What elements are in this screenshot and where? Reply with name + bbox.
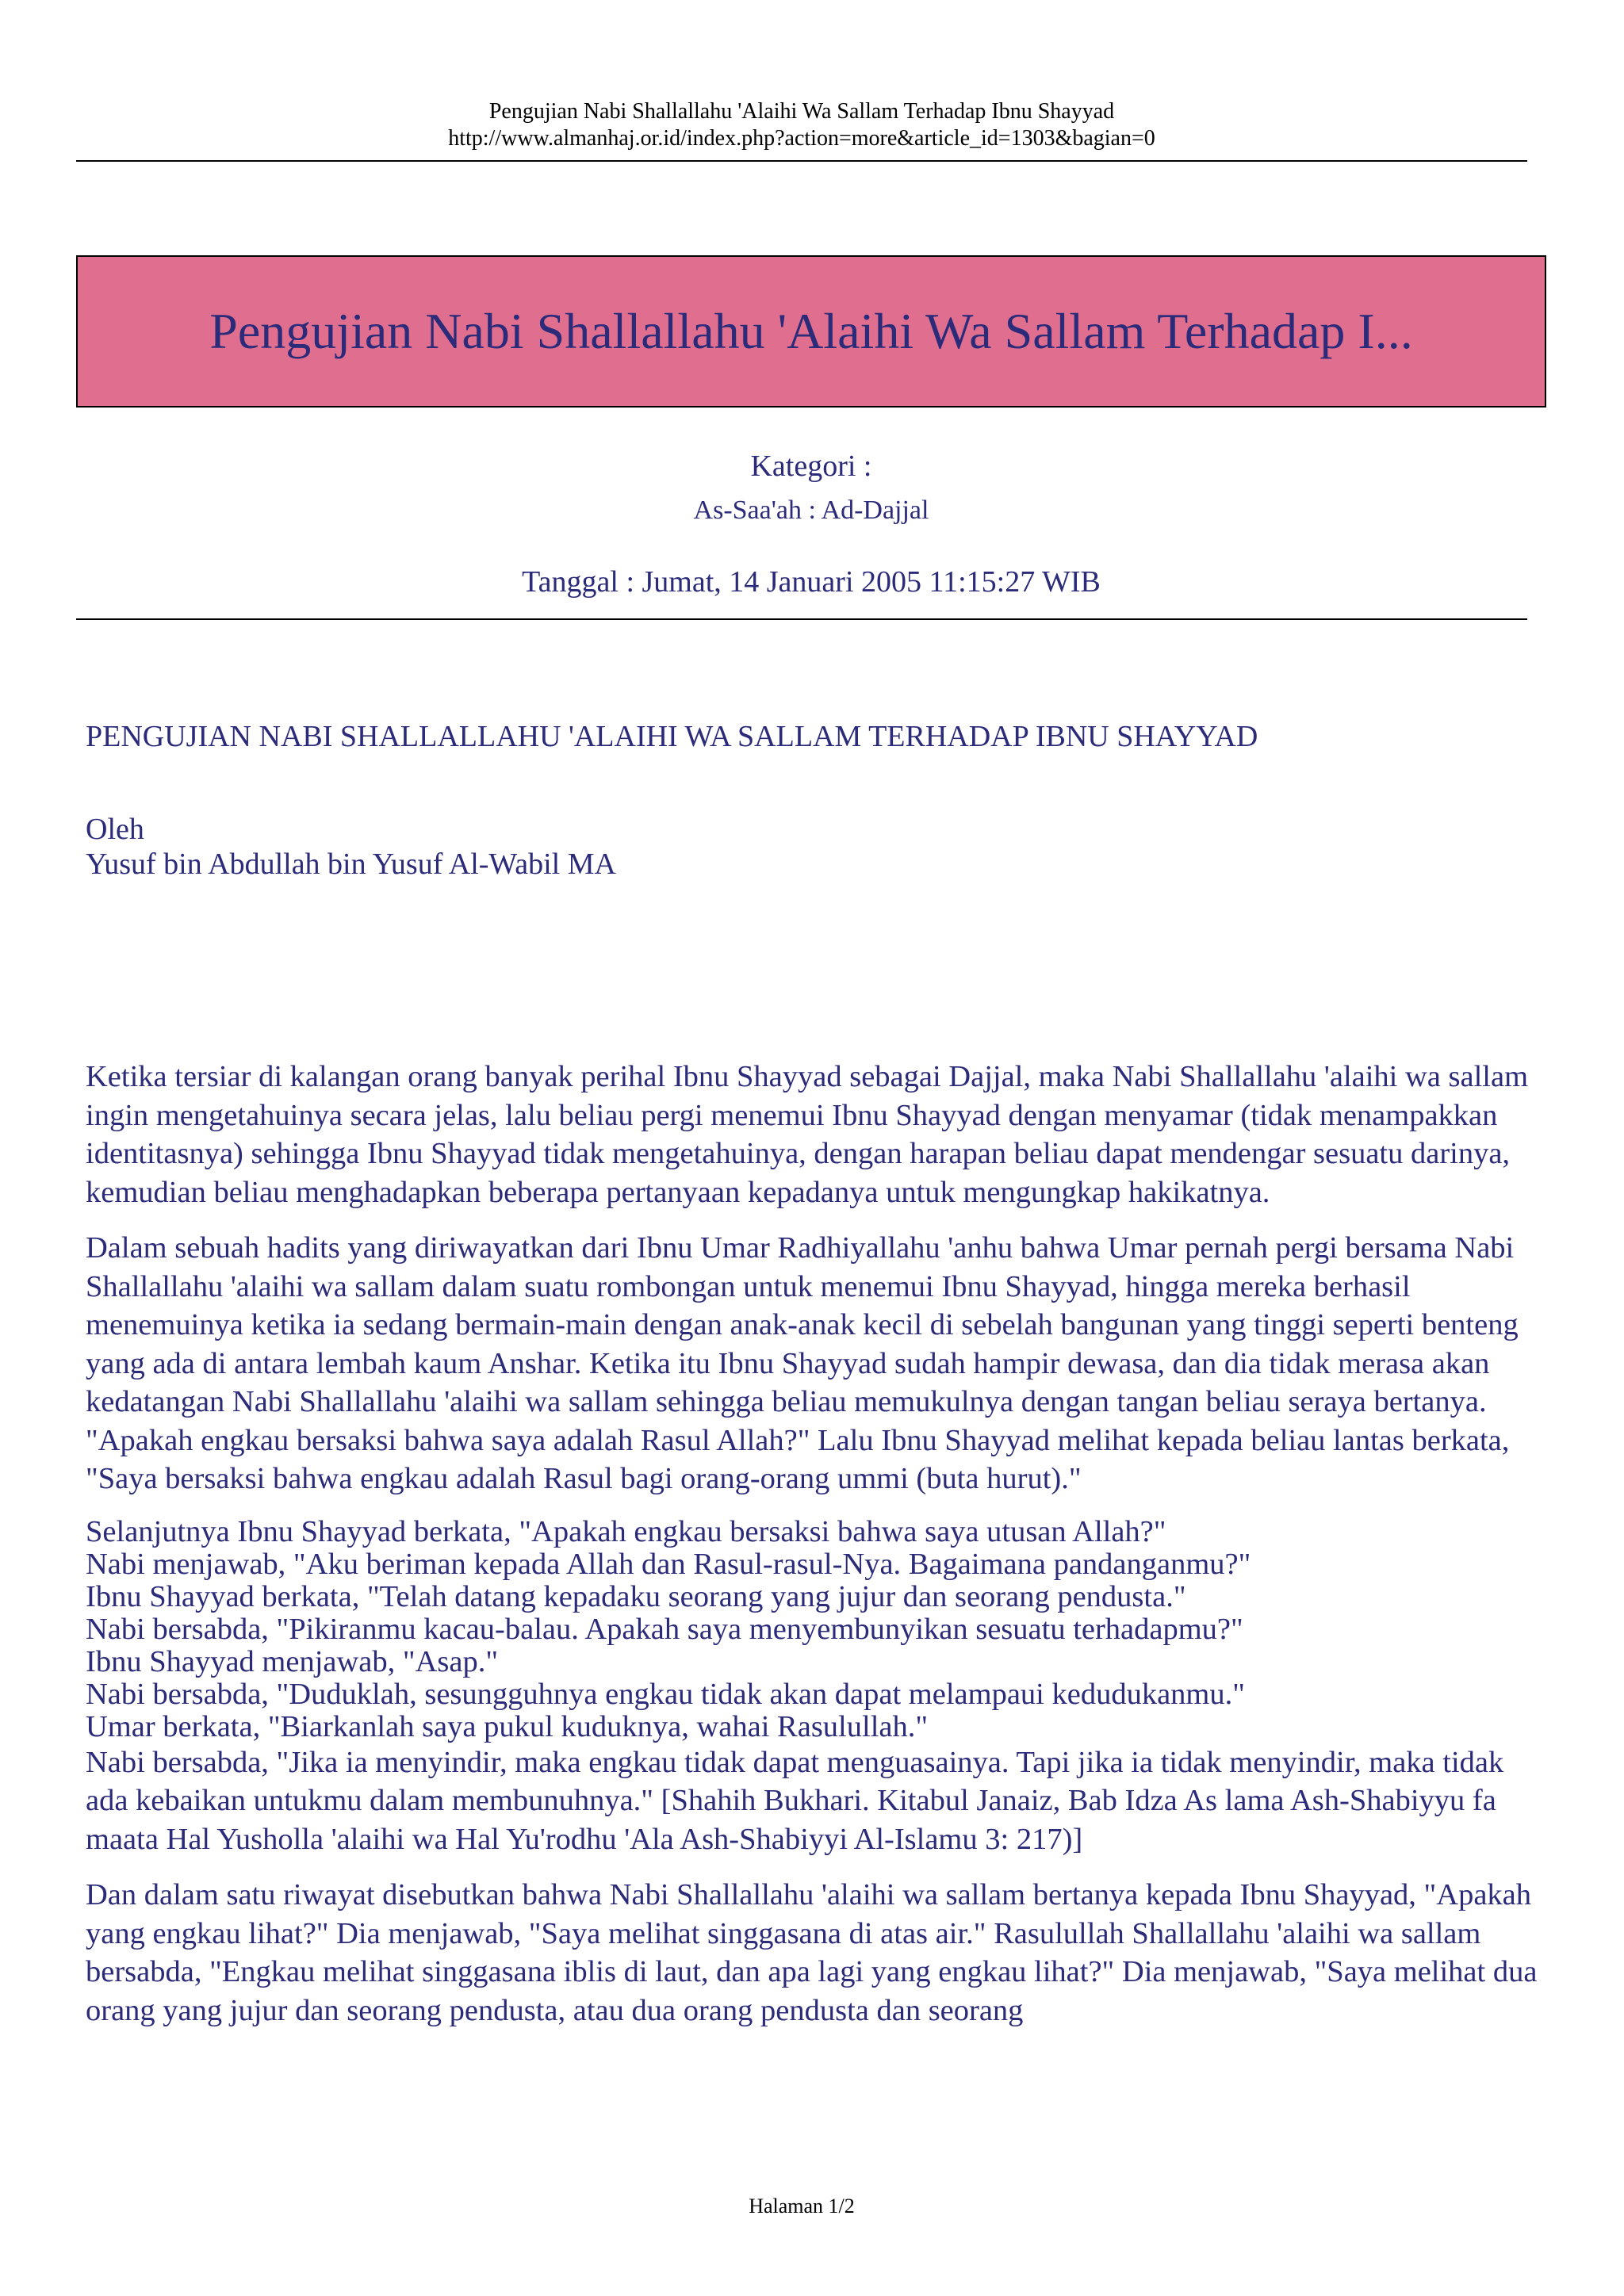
- banner-title: Pengujian Nabi Shallallahu 'Alaihi Wa Sallam Terhadap I...: [209, 303, 1413, 359]
- article-heading: PENGUJIAN NABI SHALLALLAHU 'ALAIHI WA SALLAM TERHADAP IBNU SHAYYAD: [86, 720, 1258, 753]
- page-header: [76, 98, 1527, 152]
- author-name: Yusuf bin Abdullah bin Yusuf Al-Wabil MA: [86, 848, 616, 881]
- dialogue-line: Umar berkata, "Biarkanlah saya pukul kuduknya, wahai Rasulullah.": [86, 1709, 929, 1743]
- dialogue-block: [86, 1516, 1545, 1859]
- header-title: Pengujian Nabi Shallallahu 'Alaihi Wa Sallam Terhadap Ibnu Shayyad: [488, 99, 1115, 124]
- kategori-label: Kategori :: [750, 450, 872, 483]
- meta-divider: [76, 618, 1527, 620]
- dialogue-line: Nabi bersabda, "Pikiranmu kacau-balau. Apakah saya menyembunyikan sesuatu terhadapmu?": [86, 1612, 1243, 1646]
- paragraph: Ketika tersiar di kalangan orang banyak perihal Ibnu Shayyad sebagai Dajjal, maka Nabi Shallallahu 'alaihi wa sallam ingin mengetahuinya secara jelas, lalu beliau pergi menemui Ibnu Shayyad dengan menyamar (tidak menampakkan identitasnya) sehingga Ibnu Shayyad tidak mengetahuinya, dengan harapan beliau dapat mendengar sesuatu darinya, kemudian beliau menghadapkan beberapa pertanyaan kepadanya untuk mengungkap hakikatnya.: [86, 1060, 1529, 1209]
- title-banner: [76, 255, 1546, 408]
- publish-date: Tanggal : Jumat, 14 Januari 2005 11:15:27 WIB: [522, 565, 1101, 599]
- dialogue-line: Ibnu Shayyad berkata, "Telah datang kepadaku seorang yang jujur dan seorang pendusta.": [86, 1579, 1186, 1613]
- page-number: Halaman 1/2: [749, 2195, 855, 2218]
- article-body: [86, 1058, 1545, 2047]
- paragraph: Dan dalam satu riwayat disebutkan bahwa Nabi Shallallahu 'alaihi wa sallam bertanya kepada Ibnu Shayyad, "Apakah yang engkau lihat?" Dia menjawab, "Saya melihat singgasana di atas air." Rasulullah Shallallahu 'alaihi wa sallam bersabda, "Engkau melihat singgasana iblis di laut, dan apa lagi yang engkau lihat?" Dia menjawab, "Saya melihat dua orang yang jujur dan seorang pendusta, atau dua orang pendusta dan seorang: [86, 1878, 1538, 2027]
- dialogue-line: Nabi bersabda, "Duduklah, sesungguhnya engkau tidak akan dapat melampaui kedudukanmu.": [86, 1677, 1245, 1711]
- paragraph: Dalam sebuah hadits yang diriwayatkan dari Ibnu Umar Radhiyallahu 'anhu bahwa Umar pernah pergi bersama Nabi Shallallahu 'alaihi wa sallam dalam suatu rombongan untuk menemui Ibnu Shayyad, hingga mereka berhasil menemuinya ketika ia sedang bermain-main dengan anak-anak kecil di sebelah bangunan yang tinggi seperti benteng yang ada di antara lembah kaum Anshar. Ketika itu Ibnu Shayyad sudah hampir dewasa, dan dia tidak merasa akan kedatangan Nabi Shallallahu 'alaihi wa sallam sehingga beliau memukulnya dengan tangan beliau seraya bertanya. "Apakah engkau bersaksi bahwa saya adalah Rasul Allah?" Lalu Ibnu Shayyad melihat kepada beliau lantas berkata, "Saya bersaksi bahwa engkau adalah Rasul bagi orang-orang ummi (buta hurut).": [86, 1231, 1519, 1495]
- byline: [86, 812, 616, 882]
- dialogue-line: Nabi menjawab, "Aku beriman kepada Allah dan Rasul-rasul-Nya. Bagaimana pandanganmu?": [86, 1547, 1251, 1581]
- dialogue-line: Selanjutnya Ibnu Shayyad berkata, "Apakah engkau bersaksi bahwa saya utusan Allah?": [86, 1514, 1166, 1548]
- byline-label: Oleh: [86, 813, 144, 846]
- dialogue-line: Nabi bersabda, "Jika ia menyindir, maka engkau tidak dapat menguasainya. Tapi jika ia tidak menyindir, maka tidak ada kebaikan untukmu dalam membunuhnya." [Shahih Bukhari. Kitabul Janaiz, Bab Idza As lama Ash-Shabiyyu fa maata Hal Yusholla 'alaihi wa Hal Yu'rodhu 'Ala Ash-Shabiyyi Al-Islamu 3: 217)]: [86, 1745, 1504, 1856]
- header-url: http://www.almanhaj.or.id/index.php?action=more&article_id=1303&bagian=0: [448, 126, 1155, 151]
- kategori-value: As-Saa'ah : Ad-Dajjal: [693, 496, 929, 525]
- header-divider: [76, 160, 1527, 162]
- dialogue-line: Ibnu Shayyad menjawab, "Asap.": [86, 1644, 499, 1678]
